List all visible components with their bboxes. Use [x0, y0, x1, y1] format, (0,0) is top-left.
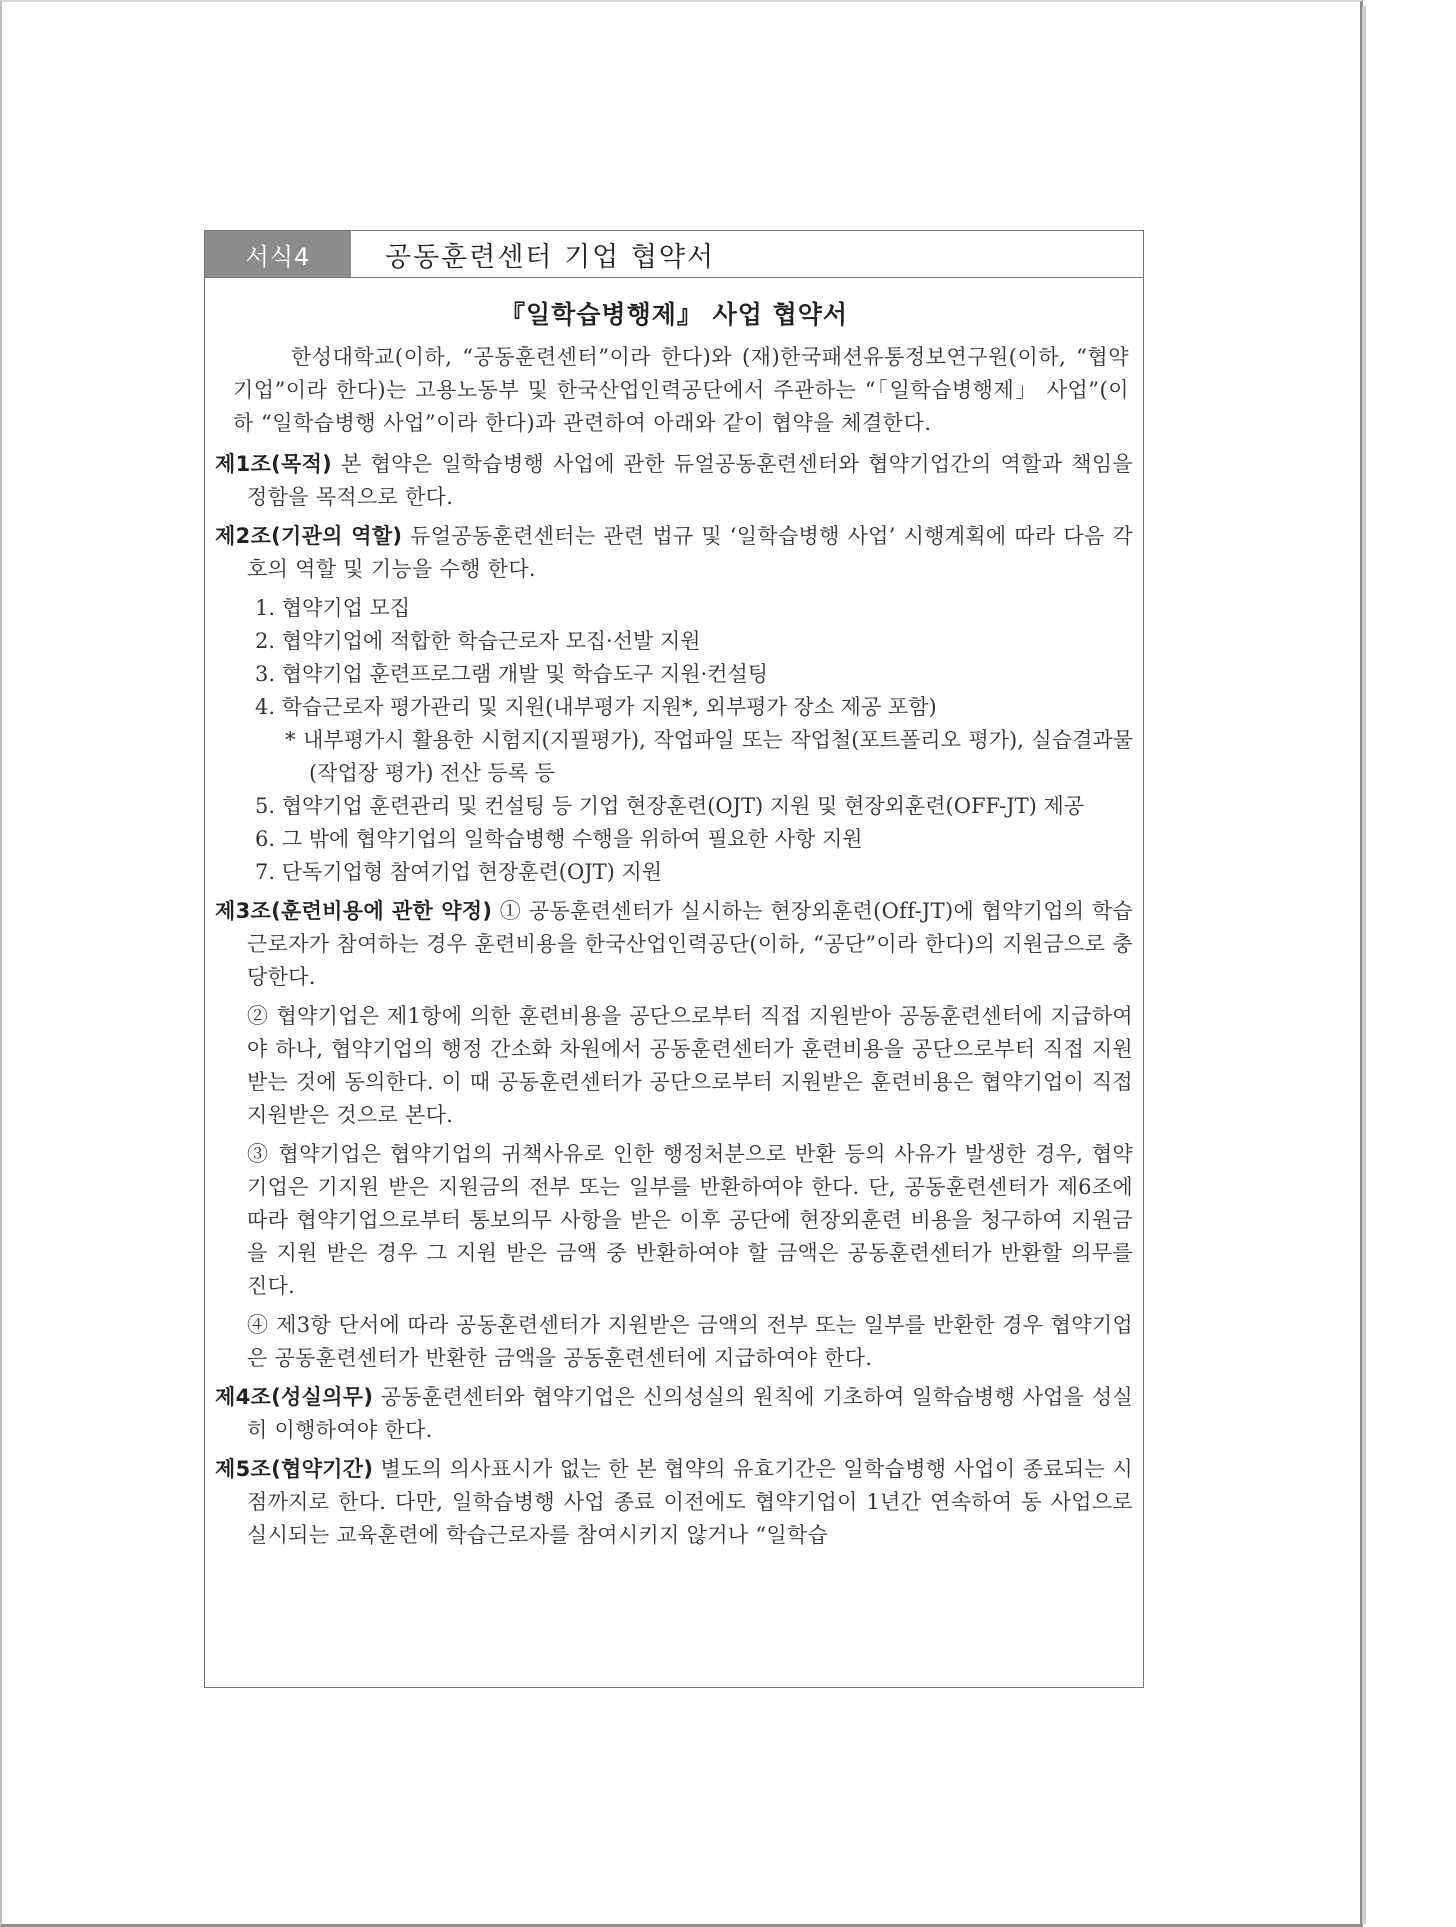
article-2-body: 듀얼공동훈련센터는 관련 법규 및 ‘일학습병행 사업’ 시행계획에 따라 다음 각 호의 역할 및 기능을 수행 한다.	[247, 524, 1133, 581]
article-4-heading: 제4조(성실의무)	[215, 1385, 374, 1409]
list-item: 6. 그 밖에 협약기업의 일학습병행 수행을 위하여 필요한 사항 지원	[255, 827, 863, 851]
article-1-body: 본 협약은 일학습병행 사업에 관한 듀얼공동훈련센터와 협약기업간의 역할과 책임을 정함을 목적으로 한다.	[247, 452, 1133, 509]
article-2	[215, 520, 1133, 586]
article-1-heading: 제1조(목적)	[215, 452, 333, 476]
form-title: 공동훈련센터 기업 협약서	[385, 241, 716, 273]
document-title: 『일학습병행제』 사업 협약서	[499, 300, 849, 329]
article-3-paragraph-2: ② 협약기업은 제1항에 의한 훈련비용을 공단으로부터 직접 지원받아 공동훈련센터에 지급하여야 하나, 협약기업의 행정 간소화 차원에서 공동훈련센터가 훈련비용을 공단으로부터 직접 지원받는 것에 동의한다. 이 때 공동훈련센터가 공단으로부터 지원받은 훈련비용은 협약기업이 직접 지원받은 것으로 본다.	[247, 1004, 1133, 1127]
article-2-heading: 제2조(기관의 역할)	[215, 524, 403, 548]
article-2-list	[215, 592, 1133, 889]
article-3	[215, 895, 1133, 994]
article-1	[215, 448, 1133, 514]
list-item: 2. 협약기업에 적합한 학습근로자 모집·선발 지원	[255, 629, 701, 653]
article-3-paragraph-3: ③ 협약기업은 협약기업의 귀책사유로 인한 행정처분으로 반환 등의 사유가 발생한 경우, 협약기업은 기지원 받은 지원금의 전부 또는 일부를 반환하여야 한다. 단, 공동훈련센터가 제6조에 따라 협약기업으로부터 통보의무 사항을 받은 이후 공단에 현장외훈련 비용을 청구하여 지원금을 지원 받은 경우 그 지원 받은 금액 중 반환하여야 할 금액은 공동훈련센터가 반환할 의무를 진다.	[247, 1142, 1133, 1298]
article-3-paragraph-4: ④ 제3항 단서에 따라 공동훈련센터가 지원받은 금액의 전부 또는 일부를 반환한 경우 협약기업은 공동훈련센터가 반환한 금액을 공동훈련센터에 지급하여야 한다.	[247, 1313, 1133, 1370]
page-edge-shadow	[1362, 6, 1366, 1924]
list-item: 1. 협약기업 모집	[255, 596, 411, 620]
form-number-tag: 서식4	[205, 231, 351, 277]
form-content	[205, 298, 1143, 1552]
article-5-heading: 제5조(협약기간)	[215, 1457, 374, 1481]
intro-paragraph: 한성대학교(이하, “공동훈련센터”이라 한다)와 (재)한국패션유통정보연구원(이하, “협약기업”이라 한다)는 고용노동부 및 한국산업인력공단에서 주관하는 “「일학습병행제」 사업”(이하 “일학습병행 사업”이라 한다)과 관련하여 아래와 같이 협약을 체결한다.	[233, 345, 1129, 435]
agreement-form	[204, 230, 1144, 1688]
list-item: 5. 협약기업 훈련관리 및 컨설팅 등 기업 현장훈련(OJT) 지원 및 현장외훈련(OFF-JT) 제공	[255, 794, 1085, 818]
article-5-body: 별도의 의사표시가 없는 한 본 협약의 유효기간은 일학습병행 사업이 종료되는 시점까지로 한다. 다만, 일학습병행 사업 종료 이전에도 협약기업이 1년간 연속하여 동 사업으로 실시되는 교육훈련에 학습근로자를 참여시키지 않거나 “일학습	[247, 1457, 1133, 1547]
list-item: 3. 협약기업 훈련프로그램 개발 및 학습도구 지원·컨설팅	[255, 662, 769, 686]
list-item: 7. 단독기업형 참여기업 현장훈련(OJT) 지원	[255, 860, 663, 884]
list-note: * 내부평가시 활용한 시험지(지필평가), 작업파일 또는 작업철(포트폴리오 평가), 실습결과물(작업장 평가) 전산 등록 등	[285, 728, 1133, 785]
article-5	[215, 1453, 1133, 1552]
article-4	[215, 1381, 1133, 1447]
form-header	[205, 231, 1143, 278]
article-3-body: ① 공동훈련센터가 실시하는 현장외훈련(Off-JT)에 협약기업의 학습근로자가 참여하는 경우 훈련비용을 한국산업인력공단(이하, “공단”이라 한다)의 지원금으로 충당한다.	[247, 899, 1133, 989]
article-3-heading: 제3조(훈련비용에 관한 약정)	[215, 899, 493, 923]
list-item: 4. 학습근로자 평가관리 및 지원(내부평가 지원*, 외부평가 장소 제공 포함)	[255, 695, 937, 719]
article-4-body: 공동훈련센터와 협약기업은 신의성실의 원칙에 기초하여 일학습병행 사업을 성실히 이행하여야 한다.	[247, 1385, 1133, 1442]
